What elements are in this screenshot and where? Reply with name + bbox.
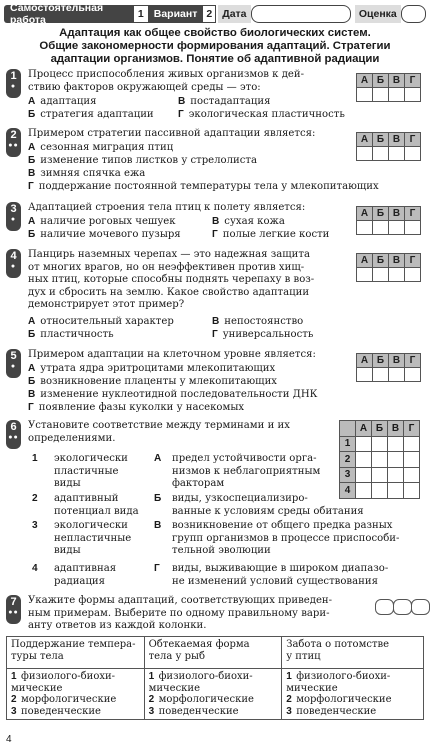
answer-cell[interactable] <box>373 88 389 102</box>
option-g[interactable]: Г экологическая пластичность <box>178 109 345 120</box>
option-g[interactable]: Г полые легкие кости <box>212 229 330 240</box>
answer-grid: А Б В Г <box>356 132 421 161</box>
answer-cell[interactable] <box>405 147 421 161</box>
answer-slot[interactable] <box>375 599 394 615</box>
match-cell[interactable] <box>372 436 388 452</box>
column-header: Обтекаемая форма тела у рыб <box>144 637 282 669</box>
option-v[interactable]: В сухая кожа <box>212 216 285 227</box>
option-b[interactable]: Б изменение типов листков у стрелолиста <box>28 155 258 166</box>
question-text: Примером адаптации на клеточном уровне является: <box>28 349 316 360</box>
def-g: Г <box>154 563 160 574</box>
matching-grid: А Б В Г 1 2 3 4 <box>339 420 420 499</box>
column-header: Забота о потомстве у птиц <box>282 637 424 669</box>
match-cell[interactable] <box>372 483 388 499</box>
answer-cell[interactable] <box>389 268 405 282</box>
question-text: Процесс приспособления живых организмов к дей- ствию факторов окружающей среды — это: <box>28 69 305 93</box>
match-cell[interactable] <box>404 436 420 452</box>
def-v: В <box>154 520 162 531</box>
question-3 <box>6 202 426 246</box>
variant-label: Вариант <box>149 5 203 23</box>
def-text: возникновение от общего предка разных групп организмов в процессе приспособи- тельной эволюции <box>172 520 400 556</box>
question-number-badge: 6 ●● <box>6 420 21 449</box>
title-line: Общие закономерности формирования адаптаций. Стратегии <box>39 40 391 52</box>
option-3[interactable]: 3 поведенческие <box>286 705 377 717</box>
term-3: 3 <box>32 520 38 531</box>
question-number-badge: 5 ● <box>6 349 21 378</box>
answer-grid: А Б В Г <box>356 253 421 282</box>
answer-cell[interactable] <box>389 147 405 161</box>
answer-cell[interactable] <box>357 88 373 102</box>
option-b[interactable]: Б пластичность <box>28 329 114 340</box>
option-2[interactable]: 2 морфологические <box>148 694 254 705</box>
answer-slot[interactable] <box>411 599 430 615</box>
def-text: виды, выживающие в широком диапазо- не изменений условий существования <box>172 563 389 587</box>
option-2[interactable]: 2 морфологические <box>286 694 392 705</box>
worksheet-header <box>4 4 426 24</box>
question-text: Адаптацией строения тела птиц к полету является: <box>28 202 306 213</box>
answer-cell[interactable] <box>389 221 405 235</box>
term-4: 4 <box>32 563 38 574</box>
option-3[interactable]: 3 поведенческие <box>11 705 101 717</box>
option-v[interactable]: В постадаптация <box>178 96 271 107</box>
option-a[interactable]: А сезонная миграция птиц <box>28 142 174 153</box>
question-number-badge: 2 ●● <box>6 128 21 157</box>
term-text: адаптивная радиация <box>54 563 117 587</box>
grade-label: Оценка <box>355 5 401 23</box>
date-field[interactable] <box>251 5 351 23</box>
option-v[interactable]: В зимняя спячка ежа <box>28 168 146 179</box>
date-label: Дата <box>218 5 250 23</box>
option-b[interactable]: Б стратегия адаптации <box>28 109 154 120</box>
term-text: экологически пластичные виды <box>54 453 128 489</box>
match-cell[interactable] <box>372 467 388 483</box>
option-a[interactable]: А утрата ядра эритроцитами млекопитающих <box>28 363 276 374</box>
question-4 <box>6 249 426 345</box>
question-6 <box>6 420 426 590</box>
match-cell[interactable] <box>356 467 372 483</box>
column-options <box>282 669 424 720</box>
match-cell[interactable] <box>388 483 404 499</box>
question-5 <box>6 349 426 417</box>
answer-grid: А Б В Г <box>356 353 421 382</box>
answer-cell[interactable] <box>405 221 421 235</box>
answer-grid: А Б В Г <box>356 206 421 235</box>
answer-cell[interactable] <box>405 368 421 382</box>
def-a: А <box>154 453 162 464</box>
question-number-badge: 1 ● <box>6 69 21 98</box>
column-options <box>144 669 282 720</box>
def-text: виды, узкоспециализиро- ванные к условиям среды обитания <box>172 493 364 517</box>
option-a[interactable]: А наличие роговых чешуек <box>28 216 176 227</box>
term-text: экологически непластичные виды <box>54 520 132 556</box>
answer-slots <box>376 599 430 615</box>
title-line: адаптации организмов. Понятие об адаптивной радиации <box>50 53 380 65</box>
match-cell[interactable] <box>372 452 388 468</box>
option-3[interactable]: 3 поведенческие <box>148 705 239 717</box>
option-1-cont: мические <box>286 682 338 694</box>
option-b[interactable]: Б возникновение плаценты у млекопитающих <box>28 376 277 387</box>
option-g[interactable]: Г появление фазы куколки у насекомых <box>28 402 245 413</box>
question-number-badge: 3 ● <box>6 202 21 231</box>
page-title <box>10 27 420 66</box>
question-number-badge: 4 ● <box>6 249 21 278</box>
work-label: Самостоятельная работа <box>4 5 134 23</box>
match-cell[interactable] <box>388 467 404 483</box>
answer-grid: А Б В Г <box>356 73 421 102</box>
def-text: предел устойчивости орга- низмов к неблагоприятным факторам <box>172 453 321 489</box>
answer-cell[interactable] <box>373 147 389 161</box>
answer-cell[interactable] <box>357 147 373 161</box>
question-text: Укажите формы адаптаций, соответствующих приведен- ным примерам. Выберите по одному правильному вари- анту ответов из каждой колонки. <box>28 595 333 631</box>
option-b[interactable]: Б наличие мочевого пузыря <box>28 229 181 240</box>
question-1 <box>6 69 426 125</box>
answer-cell[interactable] <box>405 268 421 282</box>
title-line: Адаптация как общее свойство биологических систем. <box>59 27 371 39</box>
match-cell[interactable] <box>388 452 404 468</box>
option-1[interactable]: 1 физиолого-биохи- <box>286 671 391 682</box>
question-text: Примером стратегии пассивной адаптации является: <box>28 128 316 139</box>
grade-field[interactable] <box>401 5 426 23</box>
answer-slot[interactable] <box>393 599 412 615</box>
answer-cell[interactable] <box>373 368 389 382</box>
column-header: Поддержание темпера- туры тела <box>7 637 145 669</box>
match-cell[interactable] <box>356 452 372 468</box>
page-number: 4 <box>6 734 12 745</box>
option-g[interactable]: Г универсальность <box>212 329 314 340</box>
answer-cell[interactable] <box>389 88 405 102</box>
term-2: 2 <box>32 493 38 504</box>
option-v[interactable]: В непостоянство <box>212 316 304 327</box>
option-a[interactable]: А относительный характер <box>28 316 174 327</box>
question-text: Установите соответствие между терминами и их определениями. <box>28 420 290 444</box>
answer-cell[interactable] <box>389 368 405 382</box>
answer-cell[interactable] <box>357 221 373 235</box>
term-1: 1 <box>32 453 38 464</box>
question-text: Панцирь наземных черепах — это надежная защита от многих врагов, но он неэффективен против хищ- ных птиц, которые способны поднять черепаху в воз- дух и сбросить на землю. Какое свойство адаптации демонстрирует этот пример? <box>28 249 315 310</box>
match-cell[interactable] <box>356 483 372 499</box>
work-number: 1 <box>134 5 149 23</box>
column-options <box>7 669 145 720</box>
option-a[interactable]: А адаптация <box>28 96 97 107</box>
option-1[interactable]: 1 физиолого-биохи- <box>148 671 253 682</box>
answer-cell[interactable] <box>405 88 421 102</box>
question-7 <box>6 595 426 635</box>
match-cell[interactable] <box>404 452 420 468</box>
term-text: адаптивный потенциал вида <box>54 493 139 517</box>
option-g[interactable]: Г поддержание постоянной температуры тела у млекопитающих <box>28 181 379 192</box>
def-b: Б <box>154 493 162 504</box>
option-1-cont: мические <box>11 682 63 694</box>
option-2[interactable]: 2 морфологические <box>11 694 117 705</box>
option-v[interactable]: В изменение нуклеотидной последовательности ДНК <box>28 389 318 400</box>
answer-cell[interactable] <box>357 268 373 282</box>
question-2 <box>6 128 426 196</box>
answer-cell[interactable] <box>373 221 389 235</box>
match-cell[interactable] <box>404 483 420 499</box>
variant-number: 2 <box>202 5 216 23</box>
match-cell[interactable] <box>356 436 372 452</box>
answer-cell[interactable] <box>357 368 373 382</box>
answer-cell[interactable] <box>373 268 389 282</box>
match-cell[interactable] <box>404 467 420 483</box>
q7-options-table <box>6 636 424 720</box>
option-1[interactable]: 1 физиолого-биохи- <box>11 671 116 682</box>
option-1-cont: мические <box>148 682 201 694</box>
question-number-badge: 7 ●● <box>6 595 21 624</box>
match-cell[interactable] <box>388 436 404 452</box>
